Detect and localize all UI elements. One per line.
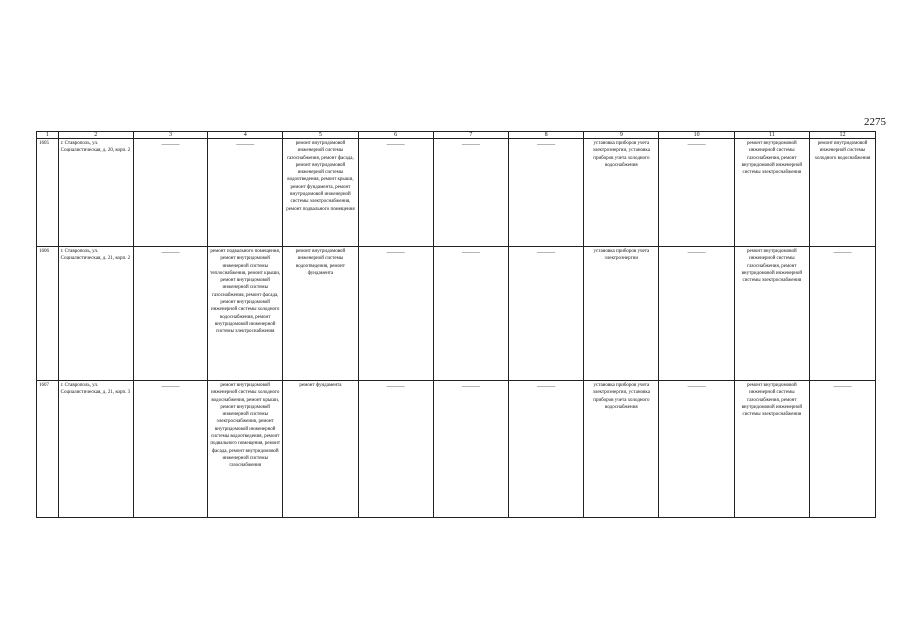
empty-cell [358, 381, 433, 518]
empty-cell [433, 381, 508, 518]
column-header: 3 [133, 132, 207, 139]
work-cell-col9: установка приборов учета электроэнергии, установка приборов учета холодного водоснабжения [584, 139, 659, 247]
dash-mark: ——— [161, 142, 180, 148]
column-header: 8 [509, 132, 584, 139]
dash-mark: ——— [386, 142, 405, 148]
dash-mark: ——— [687, 384, 706, 390]
table-row [37, 139, 876, 247]
column-header: 12 [809, 132, 875, 139]
dash-mark: ——— [833, 250, 852, 256]
dash-mark: ——— [687, 142, 706, 148]
dash-mark: ——— [236, 142, 255, 148]
column-header: 9 [584, 132, 659, 139]
dash-mark: ——— [537, 384, 556, 390]
column-header: 10 [659, 132, 734, 139]
column-header: 1 [37, 132, 59, 139]
dash-mark: ——— [461, 384, 480, 390]
dash-mark: ——— [461, 142, 480, 148]
column-number-header [37, 132, 876, 139]
empty-cell [809, 247, 875, 381]
empty-cell [133, 247, 207, 381]
row-address: г. Ставрополь, ул. Социалистическая, д. 21, корп. 2 [58, 247, 133, 381]
dash-mark: ——— [687, 250, 706, 256]
row-number: 1607 [37, 381, 59, 518]
column-header: 2 [58, 132, 133, 139]
empty-cell [509, 247, 584, 381]
empty-cell [133, 381, 207, 518]
work-cell-col9: установка приборов учета электроэнергии, установка приборов учета холодного водоснабжения [584, 381, 659, 518]
work-cell-col9: установка приборов учета электроэнергии [584, 247, 659, 381]
empty-cell [659, 247, 734, 381]
empty-cell [509, 139, 584, 247]
row-number: 1606 [37, 247, 59, 381]
column-header: 4 [208, 132, 283, 139]
column-header: 5 [283, 132, 358, 139]
work-cell-col5: ремонт фундамента [283, 381, 358, 518]
dash-mark: ——— [161, 384, 180, 390]
dash-mark: ——— [537, 250, 556, 256]
empty-cell [208, 139, 283, 247]
row-number: 1605 [37, 139, 59, 247]
dash-mark: ——— [461, 250, 480, 256]
page-number: 2275 [864, 116, 886, 128]
work-cell-col11: ремонт внутридомовой инженерной системы газоснабжения, ремонт внутридомовой инженерной системы электроснабжения [734, 247, 809, 381]
empty-cell [433, 247, 508, 381]
table-row [37, 381, 876, 518]
column-header: 11 [734, 132, 809, 139]
dash-mark: ——— [833, 384, 852, 390]
dash-mark: ——— [386, 384, 405, 390]
empty-cell [509, 381, 584, 518]
empty-cell [433, 139, 508, 247]
work-cell-col5: ремонт внутридомовой инженерной системы газоснабжения, ремонт фасада, ремонт внутридомовой инженерной системы водоотведения, ремонт крыши, ремонт фундамента, ремонт внутридомовой инженерной системы электроснабжения, ремонт подвального помещения [283, 139, 358, 247]
empty-cell [659, 381, 734, 518]
row-address: г. Ставрополь, ул. Социалистическая, д. 21, корп. 3 [58, 381, 133, 518]
work-cell-col12: ремонт внутридомовой инженерной системы холодного водоснабжения [809, 139, 875, 247]
work-cell-col4: ремонт подвального помещения, ремонт внутридомовой инженерной системы теплоснабжения, ремонт крыши, ремонт внутридомовой инженерной системы газоснабжения, ремонт фасада, ремонт внутридомовой инженерной системы холодного водоснабжения, ремонт внутридомовой инженерной системы электроснабжения [208, 247, 283, 381]
work-cell-col5: ремонт внутридомовой инженерной системы водоотведения, ремонт фундамента [283, 247, 358, 381]
empty-cell [133, 139, 207, 247]
dash-mark: ——— [537, 142, 556, 148]
row-address: г. Ставрополь, ул. Социалистическая, д. 20, корп. 2 [58, 139, 133, 247]
empty-cell [809, 381, 875, 518]
capital-repair-table [36, 131, 876, 518]
empty-cell [659, 139, 734, 247]
table-row [37, 247, 876, 381]
empty-cell [358, 247, 433, 381]
work-cell-col4: ремонт внутридомовой инженерной системы холодного водоснабжения, ремонт крыши, ремонт внутридомовой инженерной системы электроснабжения, ремонт внутридомовой инженерной системы водоотведения, ремонт подвального помещения, ремонт фасада, ремонт внутридомовой инженерной системы газоснабжения [208, 381, 283, 518]
work-cell-col11: ремонт внутридомовой инженерной системы газоснабжения, ремонт внутридомовой инженерной системы электроснабжения [734, 139, 809, 247]
column-header: 6 [358, 132, 433, 139]
dash-mark: ——— [386, 250, 405, 256]
column-header: 7 [433, 132, 508, 139]
work-cell-col11: ремонт внутридомовой инженерной системы газоснабжения, ремонт внутридомовой инженерной системы электроснабжения [734, 381, 809, 518]
empty-cell [358, 139, 433, 247]
dash-mark: ——— [161, 250, 180, 256]
